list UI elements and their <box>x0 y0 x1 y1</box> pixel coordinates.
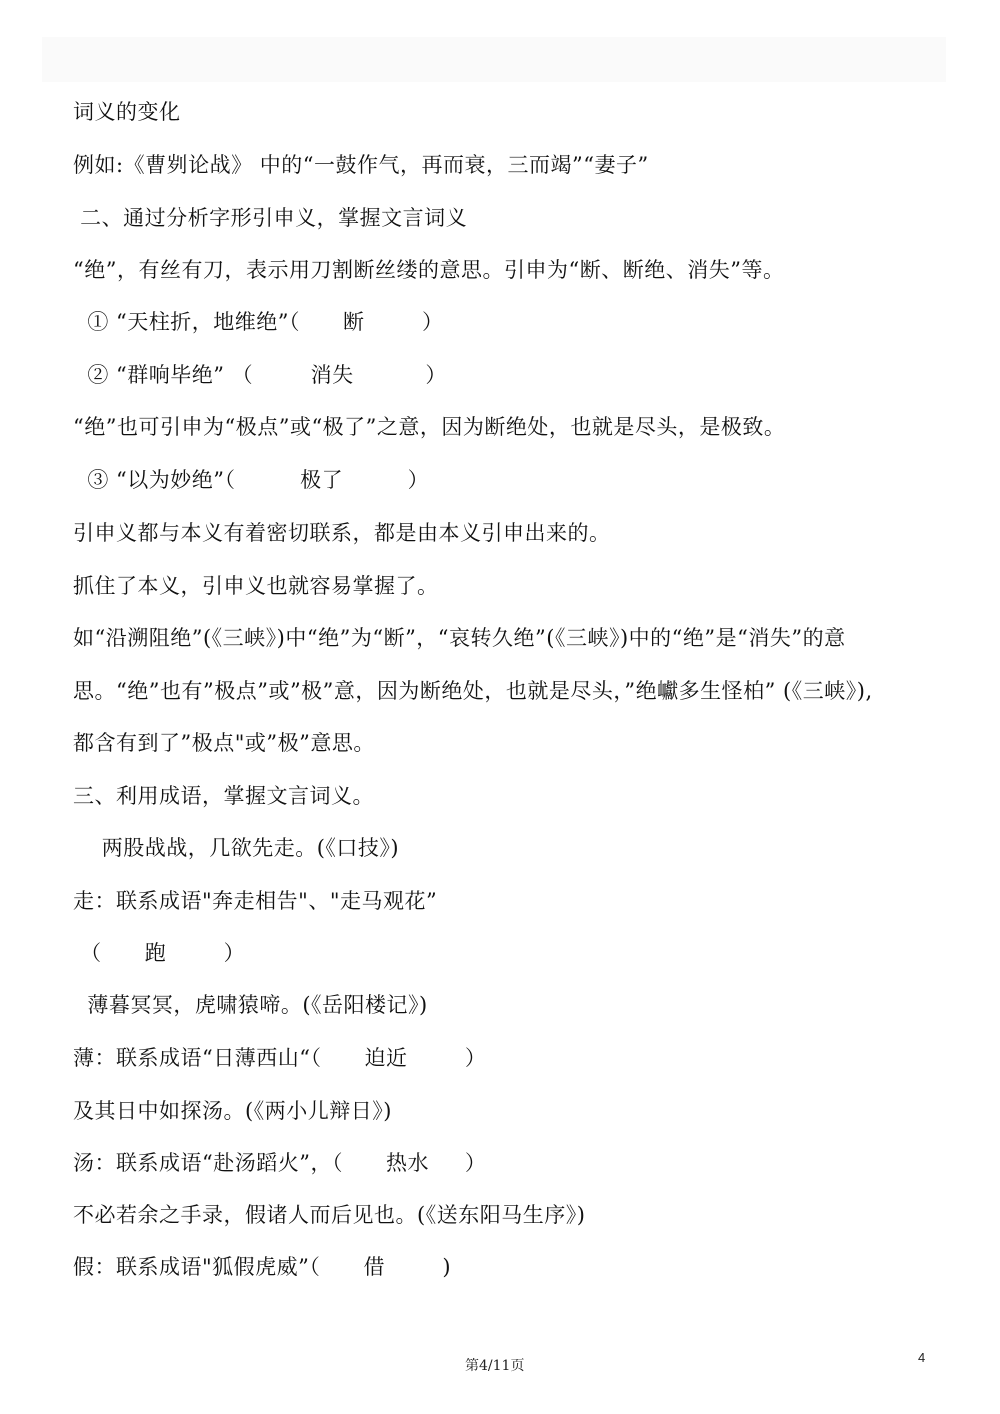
example-sentence: 不必若余之手录，假诸人而后见也。(《送东阳马生序》) <box>73 1203 586 1227</box>
text-line: 如“沿溯阻绝”(《三峡》)中“绝”为“断”，“哀转久绝”(《三峡》)中的“绝”是“消失”的意 <box>73 626 846 650</box>
text-line: 抓住了本义，引申义也就容易掌握了。 <box>73 574 439 598</box>
text-line: 假：联系成语"狐假虎威”（ 借 ) <box>73 1255 452 1279</box>
footer-page-label: 第4/11页 <box>465 1358 525 1374</box>
example-sentence: 薄暮冥冥，虎啸猿啼。(《岳阳楼记》) <box>73 993 428 1017</box>
text-line: 例如:《曹刿论战》 中的“一鼓作气，再而衰，三而竭”“妻子” <box>73 153 649 177</box>
example-item: ② “群响毕绝” （ 消失 ） <box>73 363 447 387</box>
example-item: ① “天柱折，地维绝”（ 断 ） <box>73 310 444 334</box>
example-sentence: 及其日中如探汤。(《两小儿辩日》) <box>73 1099 392 1123</box>
text-line: 思。“绝”也有”极点”或”极”意，因为断绝处，也就是尽头，”绝巘多生怪柏” (《三峡》), <box>73 679 873 703</box>
text-line: 薄：联系成语“日薄西山“（ 迫近 ） <box>73 1046 487 1070</box>
example-item: ③ “以为妙绝”（ 极了 ） <box>73 468 430 492</box>
text-line: “绝”，有丝有刀，表示用刀割断丝缕的意思。引申为“断、断绝、消失”等。 <box>73 258 785 282</box>
text-line: 走：联系成语"奔走相告"、"走马观花” <box>73 889 438 913</box>
section-heading: 词义的变化 <box>73 100 181 124</box>
section-heading: 三、利用成语，掌握文言词义。 <box>73 784 374 808</box>
page-number: 4 <box>918 1350 926 1365</box>
answer-line: （ 跑 ） <box>73 941 246 965</box>
text-line: 引申义都与本义有着密切联系，都是由本义引申出来的。 <box>73 521 611 545</box>
header-band <box>42 37 946 82</box>
section-heading: 二、通过分析字形引申义，掌握文言词义 <box>73 206 468 230</box>
text-line: “绝”也可引申为“极点”或“极了”之意，因为断绝处，也就是尽头，是极致。 <box>73 415 786 439</box>
text-line: 汤：联系成语“赴汤蹈火”，（ 热水 ） <box>73 1151 487 1175</box>
text-line: 都含有到了”极点"或”极”意思。 <box>73 731 375 755</box>
example-sentence: 两股战战，几欲先走。(《口技》) <box>73 836 400 860</box>
